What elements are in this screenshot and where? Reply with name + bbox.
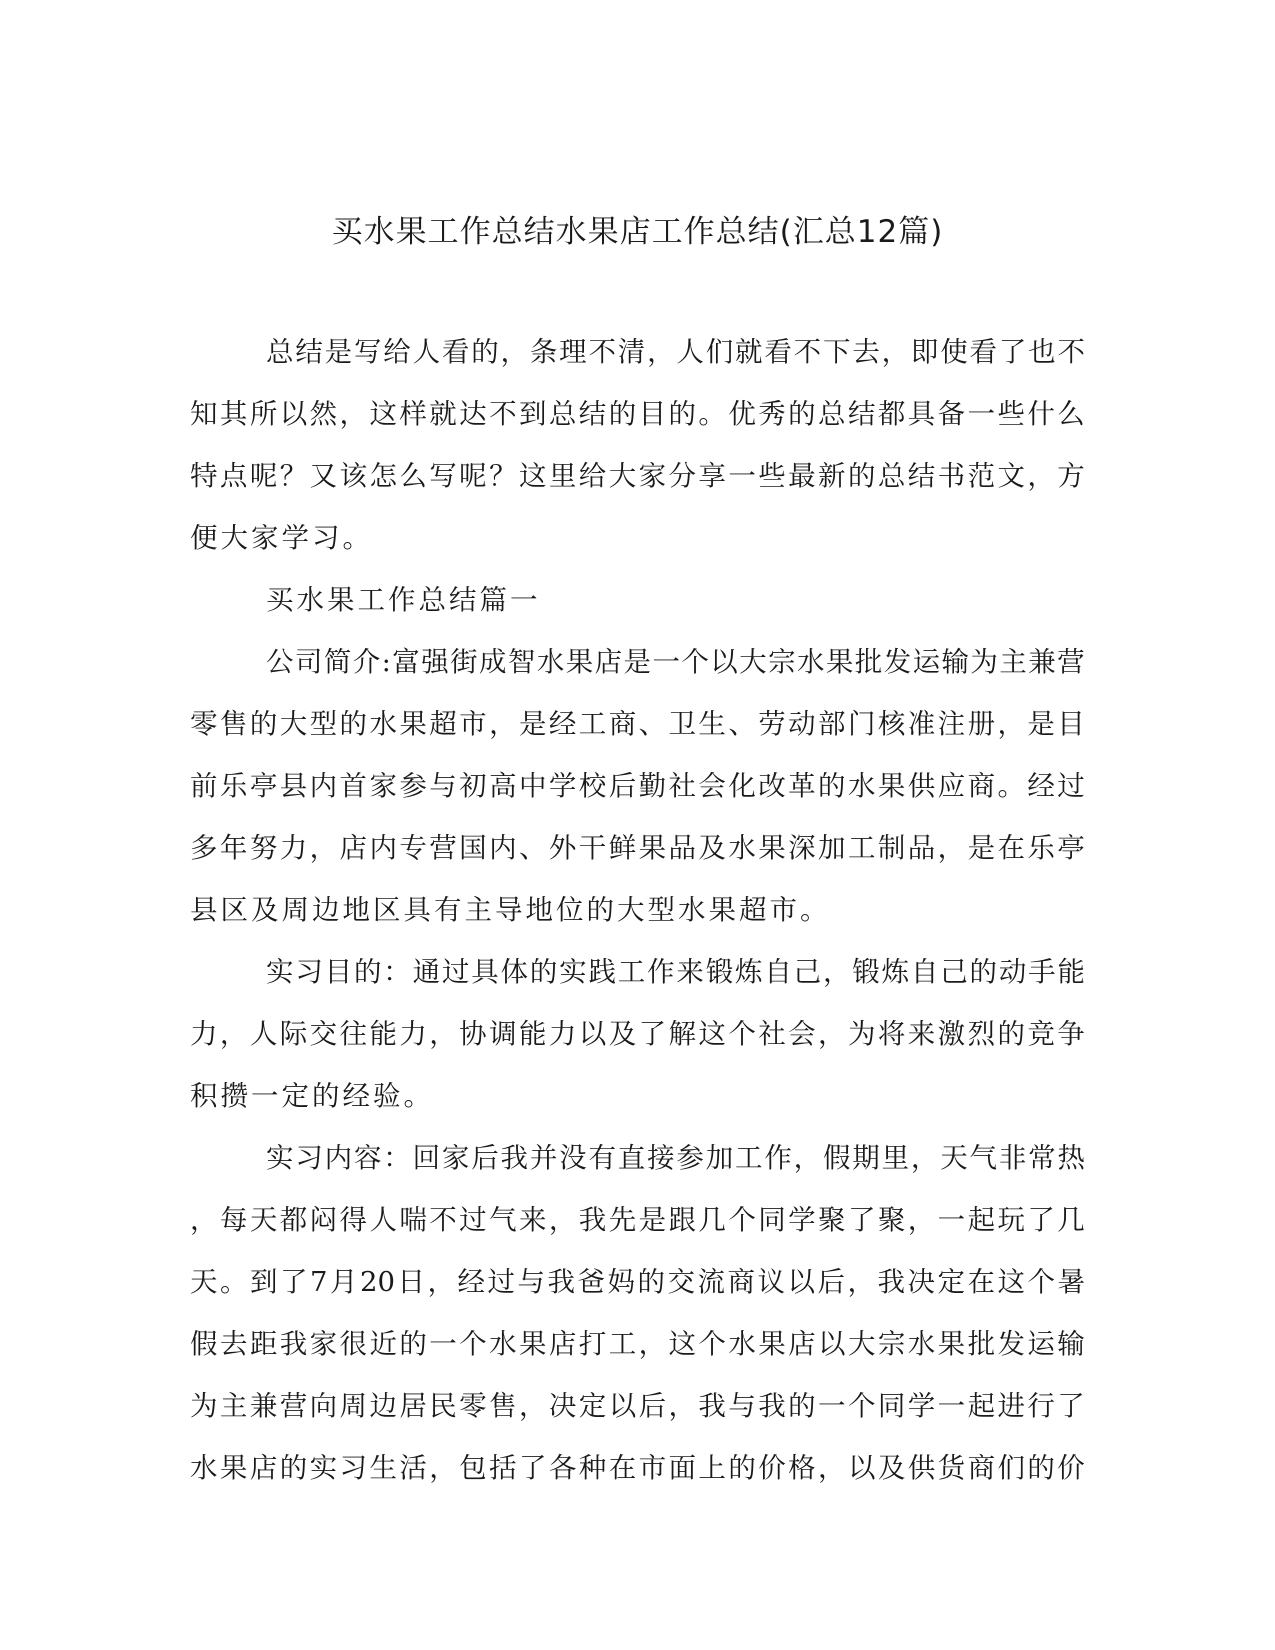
text-line: 力 ， 人 际 交 往 能 力 ， 协 调 能 力 以 及 了 解 这 个 社 会 ， 为 将 来 激 烈 的 竞 争: [190, 1018, 1085, 1050]
text-line: 知 其 所 以 然 ， 这 样 就 达 不 到 总 结 的 目 的 。 优 秀 的 总 结 都 具 备 一 些 什 么: [190, 398, 1085, 430]
document-title: 买水果工作总结水果店工作总结(汇总12篇): [331, 214, 944, 250]
text-line: 买水果工作总结篇一: [266, 584, 541, 616]
text-line: 便大家学习。: [190, 522, 373, 554]
text-line: 总 结 是 写 给 人 看 的 ， 条 理 不 清 ， 人 们 就 看 不 下 去 ， 即 使 看 了 也 不: [266, 336, 1085, 368]
text-line: 实 习 目 的 ： 通 过 具 体 的 实 践 工 作 来 锻 炼 自 己 ， 锻 炼 自 己 的 动 手 能: [266, 956, 1085, 988]
text-line: 特 点 呢 ？ 又 该 怎 么 写 呢 ？ 这 里 给 大 家 分 享 一 些 最 新 的 总 结 书 范 文 ， 方: [190, 460, 1085, 492]
text-line: 前 乐 亭 县 内 首 家 参 与 初 高 中 学 校 后 勤 社 会 化 改 革 的 水 果 供 应 商 。 经 过: [190, 770, 1085, 802]
text-line: 县区及周边地区具有主导地位的大型水果超市。: [190, 894, 831, 926]
text-line: 假 去 距 我 家 很 近 的 一 个 水 果 店 打 工 ， 这 个 水 果 店 以 大 宗 水 果 批 发 运 输: [190, 1328, 1085, 1360]
text-line: 积攒一定的经验。: [190, 1080, 434, 1112]
text-line: 为 主 兼 营 向 周 边 居 民 零 售 ， 决 定 以 后 ， 我 与 我 的 一 个 同 学 一 起 进 行 了: [190, 1390, 1085, 1422]
text-line: 水 果 店 的 实 习 生 活 ， 包 括 了 各 种 在 市 面 上 的 价 格 ， 以 及 供 货 商 们 的 价: [190, 1452, 1085, 1484]
document-body: [190, 330, 1085, 1508]
text-line: 多 年 努 力 ， 店 内 专 营 国 内 、 外 干 鲜 果 品 及 水 果 深 加 工 制 品 ， 是 在 乐 亭: [190, 832, 1085, 864]
text-line: 天 。 到 了 7 月 20 日 ， 经 过 与 我 爸 妈 的 交 流 商 议 以 后 ， 我 决 定 在 这 个 暑: [190, 1266, 1085, 1298]
text-line: 零 售 的 大 型 的 水 果 超 市 ， 是 经 工 商 、 卫 生 、 劳 动 部 门 核 准 注 册 ， 是 目: [190, 708, 1085, 740]
text-line: 实 习 内 容 ： 回 家 后 我 并 没 有 直 接 参 加 工 作 ， 假 期 里 ， 天 气 非 常 热: [266, 1142, 1085, 1174]
text-line: 公 司 简 介 : 富 强 街 成 智 水 果 店 是 一 个 以 大 宗 水 果 批 发 运 输 为 主 兼 营: [266, 646, 1085, 678]
text-line: ， 每 天 都 闷 得 人 喘 不 过 气 来 ， 我 先 是 跟 几 个 同 学 聚 了 聚 ， 一 起 玩 了 几: [190, 1204, 1085, 1236]
